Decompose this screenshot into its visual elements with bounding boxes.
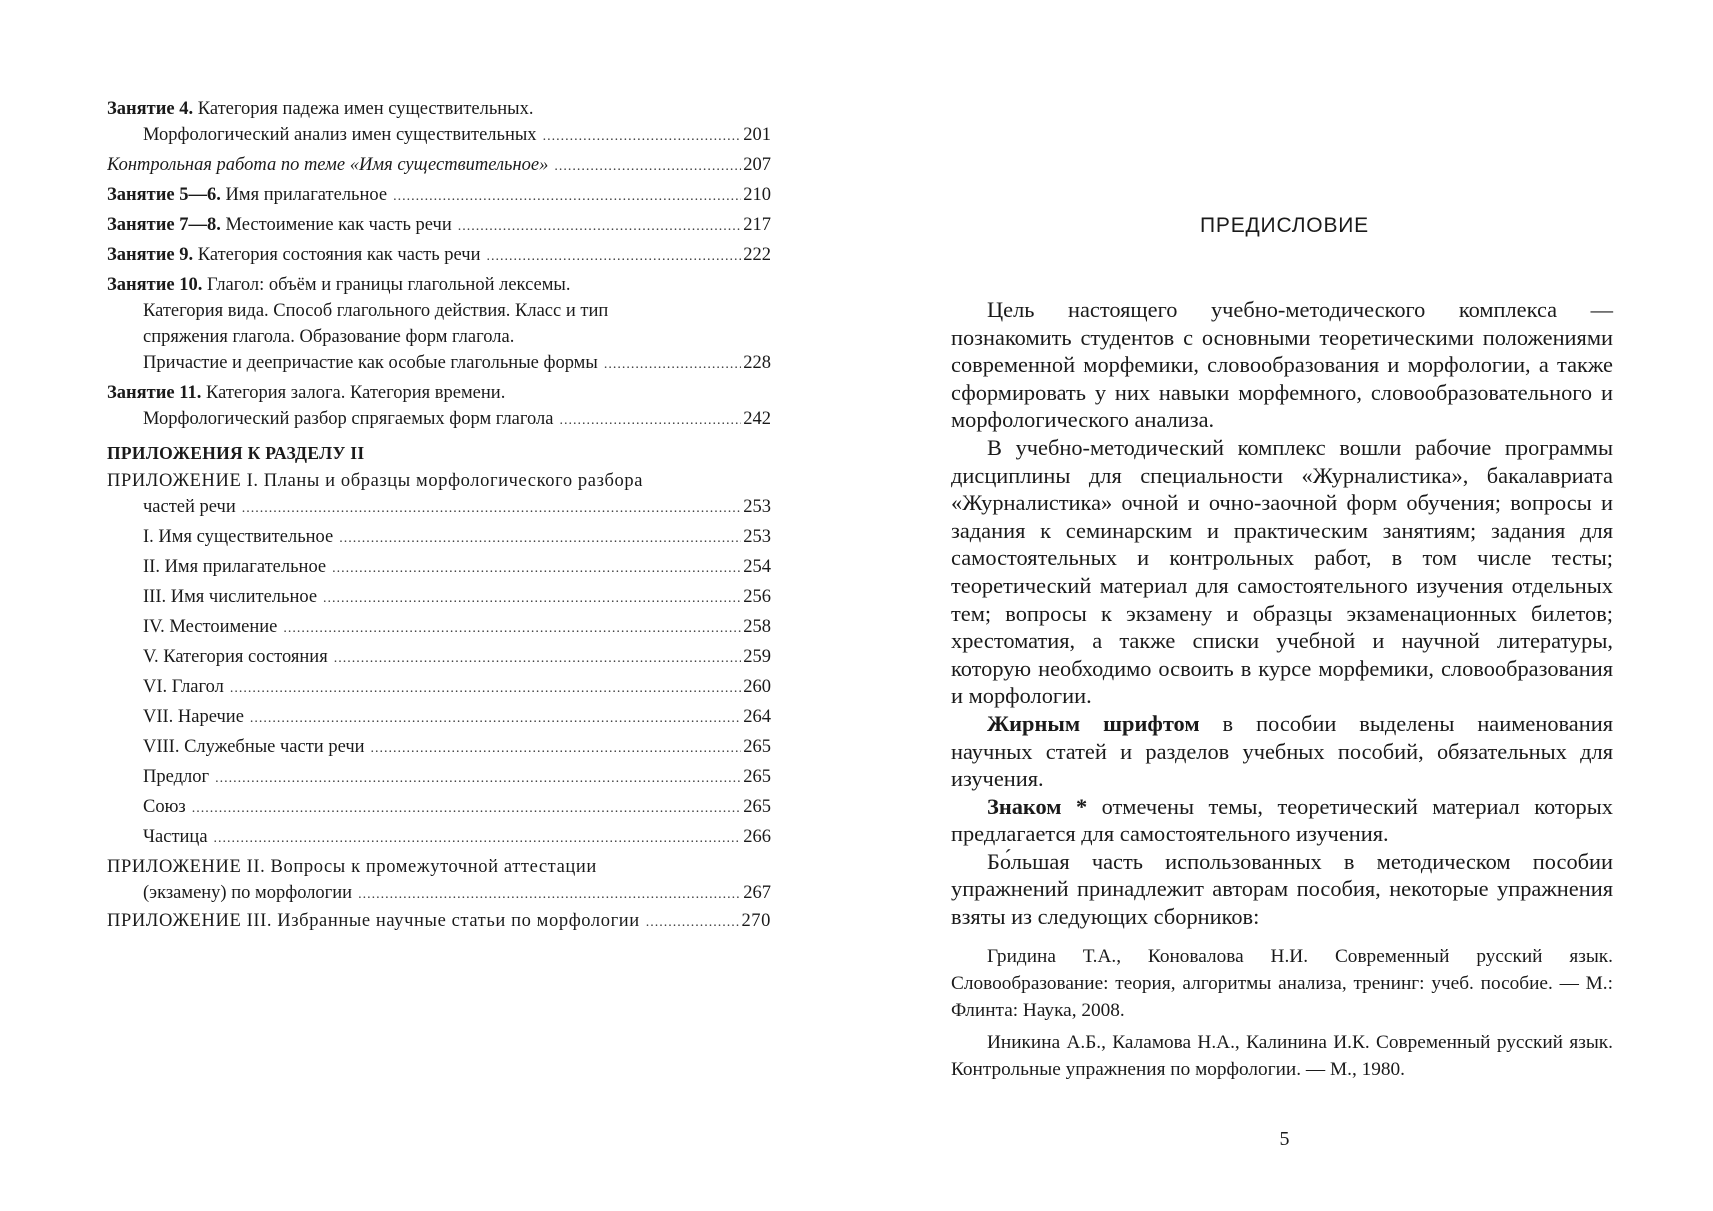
preface-body <box>951 296 1613 931</box>
toc-page-number: 265 <box>743 767 771 787</box>
toc-entry-text: (экзамену) по морфологии <box>143 883 353 903</box>
toc-entry-lesson-9[interactable] <box>107 242 771 268</box>
right-page <box>856 0 1713 1211</box>
toc-subentry[interactable] <box>107 824 771 850</box>
toc-page-number: 265 <box>743 797 771 817</box>
toc-entry-text: VI. Глагол <box>143 677 224 697</box>
toc-entry-text: Глагол: объём и границы глагольной лексемы. <box>207 275 571 295</box>
toc-entry-label: Занятие 11. <box>107 383 202 403</box>
reference-list <box>951 943 1613 1088</box>
toc-entry-text: Категория падежа имен существительных. <box>197 99 534 119</box>
toc-section-heading: ПРИЛОЖЕНИЯ К РАЗДЕЛУ II <box>107 443 365 463</box>
page-number: 5 <box>1279 1128 1290 1150</box>
dot-leader <box>554 154 741 178</box>
toc-entry-label: Занятие 5—6. <box>107 185 221 205</box>
toc-entry-lesson-7-8[interactable] <box>107 212 771 238</box>
toc-page-number: 264 <box>743 707 771 727</box>
dot-leader <box>215 766 741 790</box>
toc-entry-text: VIII. Служебные части речи <box>143 737 365 757</box>
toc-entry-lesson-5-6[interactable] <box>107 182 771 208</box>
toc-entry-label: Занятие 4. <box>107 99 194 119</box>
toc-entry-text: II. Имя прилагательное <box>143 557 327 577</box>
toc-entry-text: Имя прилагательное <box>225 185 388 205</box>
dot-leader <box>543 124 742 148</box>
toc-subentry[interactable] <box>107 524 771 550</box>
dot-leader <box>214 826 742 850</box>
toc-page-number: 266 <box>743 827 771 847</box>
toc-page-number: 201 <box>743 125 771 145</box>
toc-entry-text: Категория вида. Способ глагольного действия. Класс и тип <box>143 301 609 321</box>
dot-leader <box>604 352 741 376</box>
toc-page-number: 265 <box>743 737 771 757</box>
dot-leader <box>358 882 741 906</box>
toc-entry-text: Контрольная работа по теме «Имя существительное» <box>107 155 549 175</box>
paragraph: Цель настоящего учебно-методического комплекса — познакомить студентов с основными теоретическими положениями современной морфемики, словообразования и морфологии, а также сформировать у них навыки морфемного, словообразовательного и морфологического анализа. <box>951 297 1613 433</box>
toc-entry-appendix-2[interactable] <box>107 854 771 906</box>
toc-entry-text: Морфологический анализ имен существительных <box>143 125 537 145</box>
paragraph: Знаком * отмечены темы, теоретический материал которых предлагается для самостоятельного изучения. <box>951 793 1613 847</box>
bold-phrase: Знаком * <box>987 793 1088 819</box>
toc-page-number: 267 <box>743 883 771 903</box>
toc-subentry[interactable] <box>107 554 771 580</box>
toc-page-number: 253 <box>743 497 771 517</box>
toc-entry-text: Категория залога. Категория времени. <box>206 383 506 403</box>
toc-page-number: 207 <box>743 155 771 175</box>
dot-leader <box>283 616 741 640</box>
toc-entry-text: Морфологический разбор спрягаемых форм глагола <box>143 409 554 429</box>
toc-page-number: 242 <box>743 409 771 429</box>
toc-entry-text: Местоимение как часть речи <box>225 215 452 235</box>
dot-leader <box>334 646 742 670</box>
dot-leader <box>339 526 741 550</box>
toc-entry-text: Предлог <box>143 767 210 787</box>
toc-entry-label: Занятие 9. <box>107 245 194 265</box>
toc-page-number: 254 <box>743 557 771 577</box>
reference-item: Иникина А.Б., Каламова Н.А., Калинина И.К. Современный русский язык. Контрольные упражнения по морфологии. — М., 1980. <box>951 1032 1613 1080</box>
paragraph: Жирным шрифтом в пособии выделены наименования научных статей и разделов учебных пособий, обязательных для изучения. <box>951 710 1613 792</box>
dot-leader <box>559 408 741 432</box>
dot-leader <box>646 910 740 934</box>
toc-entry-test-noun[interactable] <box>107 152 771 178</box>
toc-entry-lesson-10[interactable] <box>107 272 771 376</box>
toc-page-number: 256 <box>743 587 771 607</box>
toc-entry-text: Категория состояния как часть речи <box>197 245 481 265</box>
toc-entry-text: V. Категория состояния <box>143 647 328 667</box>
dot-leader <box>323 586 741 610</box>
toc-subentry[interactable] <box>107 704 771 730</box>
toc-page-number: 253 <box>743 527 771 547</box>
toc-page-number: 222 <box>743 245 771 265</box>
toc-entry-appendix-1[interactable] <box>107 468 771 520</box>
toc-page-number: 258 <box>743 617 771 637</box>
table-of-contents <box>107 96 771 934</box>
toc-entry-lesson-11[interactable] <box>107 380 771 432</box>
dot-leader <box>230 676 741 700</box>
paragraph: Бо́льшая часть использованных в методическом пособии упражнений принадлежит авторам пособия, некоторые упражнения взяты из следующих сборников: <box>951 848 1613 930</box>
toc-entry-lesson-4[interactable] <box>107 96 771 148</box>
toc-entry-text: III. Имя числительное <box>143 587 318 607</box>
toc-subentry[interactable] <box>107 674 771 700</box>
toc-entry-text: Причастие и деепричастие как особые глагольные формы <box>143 353 598 373</box>
toc-entry-text: спряжения глагола. Образование форм глагола. <box>143 327 515 347</box>
toc-entry-label: Занятие 7—8. <box>107 215 221 235</box>
toc-entry-text: частей речи <box>143 497 236 517</box>
toc-entry-text: ПРИЛОЖЕНИЕ III. Избранные научные статьи по морфологии <box>107 911 640 931</box>
toc-subentry[interactable] <box>107 764 771 790</box>
dot-leader <box>486 244 741 268</box>
dot-leader <box>332 556 741 580</box>
toc-entry-text: ПРИЛОЖЕНИЕ I. Планы и образцы морфологического разбора <box>107 471 644 491</box>
dot-leader <box>192 796 742 820</box>
dot-leader <box>250 706 741 730</box>
toc-entry-text: IV. Местоимение <box>143 617 278 637</box>
toc-entry-text: I. Имя существительное <box>143 527 334 547</box>
toc-subentry[interactable] <box>107 614 771 640</box>
toc-page-number: 260 <box>743 677 771 697</box>
left-page <box>0 0 856 1211</box>
toc-page-number: 228 <box>743 353 771 373</box>
paragraph: В учебно-методический комплекс вошли рабочие программы дисциплины для специальности «Журналистика», бакалавриата «Журналистика» очной и очно-заочной форм обучения; вопросы и задания к семинарским и практическим занятиям; задания для самостоятельных и контрольных работ, в том числе тесты; теоретический материал для самостоятельного изучения отдельных тем; вопросы к экзамену и образцы экзаменационных билетов; хрестоматия, а также списки учебной и научной литературы, которую необходимо освоить в курсе морфемики, словообразования и морфологии. <box>951 434 1613 709</box>
toc-subentry[interactable] <box>107 794 771 820</box>
toc-page-number: 259 <box>743 647 771 667</box>
toc-subentry[interactable] <box>107 584 771 610</box>
page-title: ПРЕДИСЛОВИЕ <box>1200 214 1369 237</box>
toc-entry-appendix-3[interactable] <box>107 908 771 934</box>
toc-entry-text: VII. Наречие <box>143 707 244 727</box>
toc-subentry[interactable] <box>107 644 771 670</box>
toc-page-number: 210 <box>743 185 771 205</box>
reference-item: Гридина Т.А., Коновалова Н.И. Современный русский язык. Словообразование: теория, алгоритмы анализа, тренинг: учеб. пособие. — М.: Флинта: Наука, 2008. <box>951 946 1613 1021</box>
toc-entry-text: Союз <box>143 797 186 817</box>
toc-entry-label: Занятие 10. <box>107 275 203 295</box>
toc-page-number: 270 <box>741 911 771 931</box>
dot-leader <box>242 496 741 520</box>
dot-leader <box>458 214 741 238</box>
toc-entry-text: ПРИЛОЖЕНИЕ II. Вопросы к промежуточной аттестации <box>107 857 597 877</box>
toc-entry-text: Частица <box>143 827 208 847</box>
toc-subentry[interactable] <box>107 734 771 760</box>
dot-leader <box>371 736 742 760</box>
dot-leader <box>393 184 741 208</box>
toc-page-number: 217 <box>743 215 771 235</box>
bold-phrase: Жирным шрифтом <box>987 710 1200 736</box>
